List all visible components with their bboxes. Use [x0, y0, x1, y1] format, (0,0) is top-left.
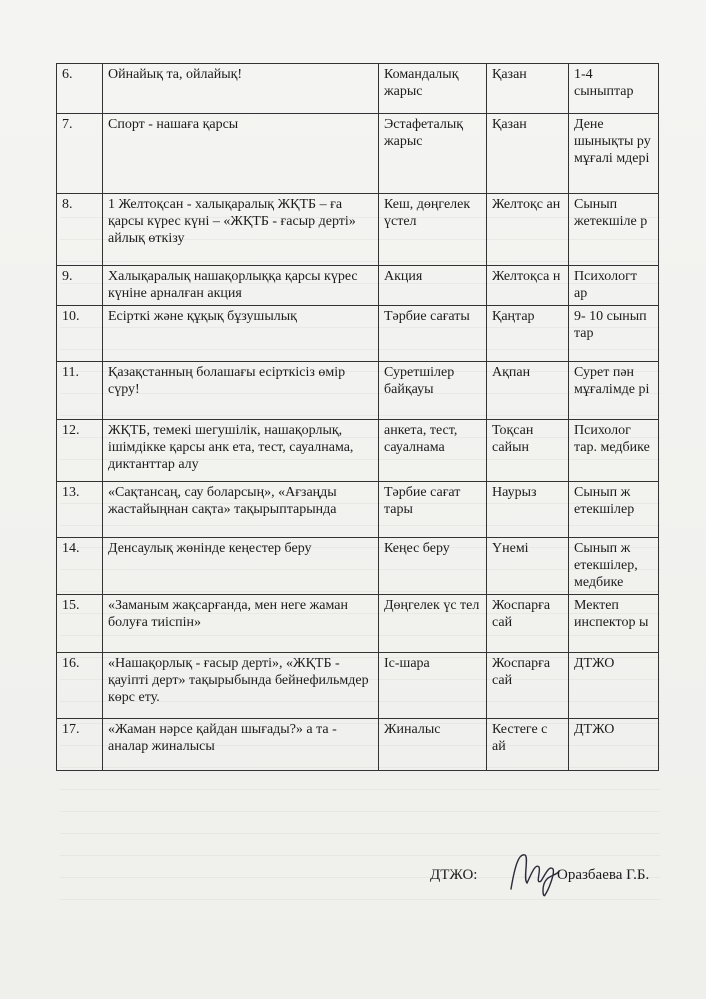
event-form: Кеңес беру: [379, 538, 487, 595]
event-form: Тәрбие сағат тары: [379, 482, 487, 538]
table-row: [57, 482, 659, 538]
event-responsible: Дене шынықты ру мұғалі мдері: [569, 114, 659, 194]
event-title: «Заманым жақсарғанда, мен неге жаман болуға тиіспін»: [103, 595, 379, 653]
handwritten-signature: [505, 845, 563, 901]
event-date: Қаңтар: [487, 306, 569, 362]
table-row: [57, 64, 659, 114]
event-date: Ақпан: [487, 362, 569, 420]
table-row: [57, 595, 659, 653]
event-title: Ойнайық та, ойлайық!: [103, 64, 379, 114]
event-title: Спорт - нашаға қарсы: [103, 114, 379, 194]
event-responsible: Сурет пән мұғалімде рі: [569, 362, 659, 420]
event-title: Халықаралық нашақорлыққа қарсы күрес күніне арналған акция: [103, 266, 379, 306]
table-row: [57, 114, 659, 194]
event-responsible: 9- 10 сынып тар: [569, 306, 659, 362]
event-title: «Сақтансаң, сау боларсың», «Ағзаңды жастайыңнан сақта» тақырыптарында: [103, 482, 379, 538]
row-number: 7.: [57, 114, 103, 194]
event-form: Дөңгелек үс тел: [379, 595, 487, 653]
table-body: [57, 64, 659, 771]
event-responsible: Сынып ж етекшілер: [569, 482, 659, 538]
event-date: Желтоқс ан: [487, 194, 569, 266]
event-title: Қазақстанның болашағы есірткісіз өмір сүру!: [103, 362, 379, 420]
signatory-name: Оразбаева Г.Б.: [557, 867, 650, 883]
event-date: Наурыз: [487, 482, 569, 538]
table-row: [57, 306, 659, 362]
event-title: ЖҚТБ, темекі шегушілік, нашақорлық, ішімдікке қарсы анк ета, тест, сауалнама, диктанттар алу: [103, 420, 379, 482]
event-date: Қазан: [487, 64, 569, 114]
event-responsible: 1-4 сыныптар: [569, 64, 659, 114]
event-responsible: Сынып ж етекшілер, медбике: [569, 538, 659, 595]
event-title: «Жаман нәрсе қайдан шығады?» а та - аналар жиналысы: [103, 719, 379, 771]
row-number: 11.: [57, 362, 103, 420]
event-date: Желтоқса н: [487, 266, 569, 306]
event-form: Акция: [379, 266, 487, 306]
event-date: Тоқсан сайын: [487, 420, 569, 482]
event-date: Жоспарға сай: [487, 653, 569, 719]
event-form: Іс-шара: [379, 653, 487, 719]
event-title: Денсаулық жөнінде кеңестер беру: [103, 538, 379, 595]
event-form: Суретшілер байқауы: [379, 362, 487, 420]
row-number: 6.: [57, 64, 103, 114]
event-form: Жиналыс: [379, 719, 487, 771]
table-row: [57, 538, 659, 595]
event-form: Командалық жарыс: [379, 64, 487, 114]
event-responsible: Психолог тар. медбике: [569, 420, 659, 482]
event-date: Үнемі: [487, 538, 569, 595]
event-title: Есірткі және құқық бұзушылық: [103, 306, 379, 362]
event-responsible: ДТЖО: [569, 719, 659, 771]
row-number: 12.: [57, 420, 103, 482]
table-row: [57, 420, 659, 482]
event-responsible: Мектеп инспектор ы: [569, 595, 659, 653]
row-number: 16.: [57, 653, 103, 719]
event-date: Қазан: [487, 114, 569, 194]
event-plan-table: [56, 63, 659, 771]
table-row: [57, 266, 659, 306]
table-row: [57, 362, 659, 420]
signature-label: ДТЖО:: [430, 867, 478, 883]
event-date: Кестеге с ай: [487, 719, 569, 771]
event-date: Жоспарға сай: [487, 595, 569, 653]
table-row: [57, 653, 659, 719]
row-number: 8.: [57, 194, 103, 266]
event-responsible: ДТЖО: [569, 653, 659, 719]
row-number: 17.: [57, 719, 103, 771]
event-form: Кеш, дөңгелек үстел: [379, 194, 487, 266]
event-form: Эстафеталық жарыс: [379, 114, 487, 194]
row-number: 9.: [57, 266, 103, 306]
event-responsible: Сынып жетекшіле р: [569, 194, 659, 266]
row-number: 15.: [57, 595, 103, 653]
table-row: [57, 194, 659, 266]
event-form: Тәрбие сағаты: [379, 306, 487, 362]
event-responsible: Психологт ар: [569, 266, 659, 306]
row-number: 10.: [57, 306, 103, 362]
row-number: 14.: [57, 538, 103, 595]
event-form: анкета, тест, сауалнама: [379, 420, 487, 482]
table-row: [57, 719, 659, 771]
signature-block: [430, 863, 690, 903]
event-title: 1 Желтоқсан - халықаралық ЖҚТБ – ға қарсы күрес күні – «ЖҚТБ - ғасыр дерті» айлық өткізу: [103, 194, 379, 266]
event-title: «Нашақорлық - ғасыр дерті», «ЖҚТБ - қауіпті дерт» тақырыбында бейнефильмдер көрс ету.: [103, 653, 379, 719]
row-number: 13.: [57, 482, 103, 538]
